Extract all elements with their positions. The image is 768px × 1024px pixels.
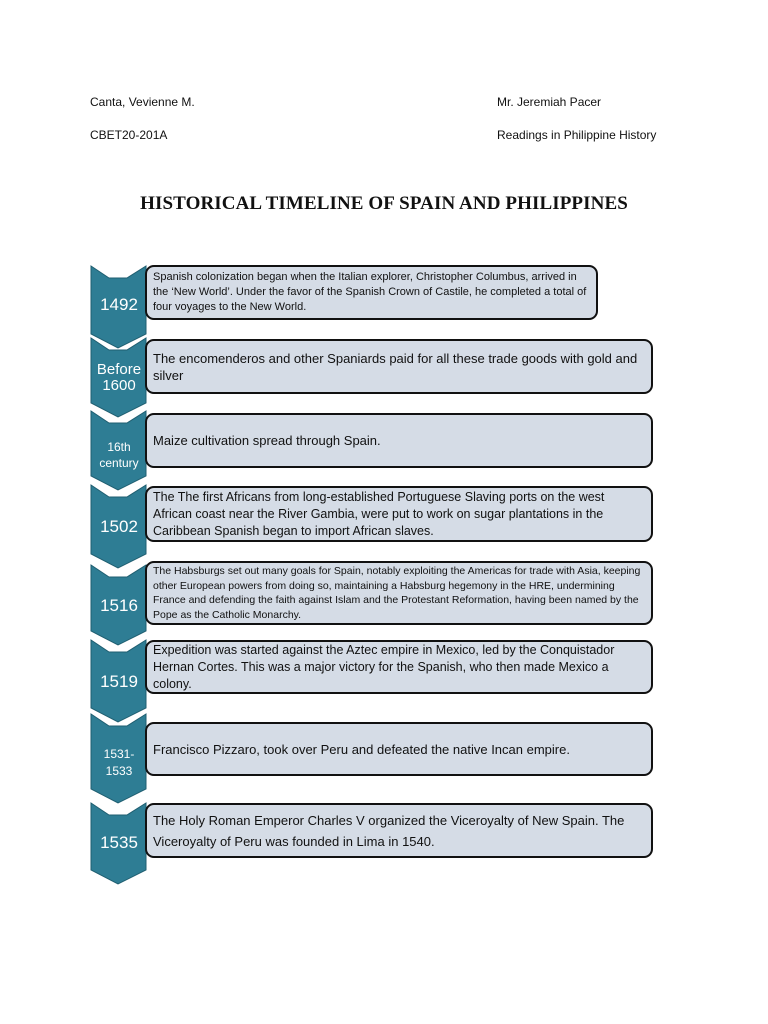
instructor-name: Mr. Jeremiah Pacer [497, 95, 602, 109]
section-code: CBET20-201A [90, 128, 168, 142]
page-title: HISTORICAL TIMELINE OF SPAIN AND PHILIPPINES [140, 193, 628, 214]
timeline-event-text: The The first Africans from long-established Portuguese Slaving ports on the west African coast near the River Gambia, were put to work on sugar plantations in the Caribbean Spanish began to import African slaves. [153, 489, 605, 538]
timeline-event-text: Expedition was started against the Aztec empire in Mexico, led by the Conquistador Hernan Cortes. This was a major victory for the Spanish, who then made Mexico a colony. [153, 642, 615, 691]
course-name: Readings in Philippine History [497, 128, 657, 142]
timeline-event-text: The encomenderos and other Spaniards paid for all these trade goods with gold and silver [153, 350, 638, 383]
timeline-year: 1519 [100, 672, 138, 691]
timeline-event-box [145, 803, 653, 858]
timeline-event-text: Spanish colonization began when the Italian explorer, Christopher Columbus, arrived in the ‘New World’. Under the favor of the Spanish Crown of Castile, he completed a total of four voyages to the New World. [153, 271, 587, 313]
timeline-year: Before 1600 [96, 361, 142, 394]
timeline-event-text: The Habsburgs set out many goals for Spain, notably exploiting the Americas for trade with Asia, keeping other European powers from doing so, maintaining a Habsburg hegemony in the HRE, undermining France and defending the faith against Islam and the Protestant Reformation, having been named by the Pope as the Catholic Monarchy. [153, 565, 641, 621]
timeline-event-text: Francisco Pizzaro, took over Peru and defeated the native Incan empire. [153, 741, 570, 757]
timeline-year: 1516 [100, 596, 138, 615]
timeline-year: 1492 [100, 295, 138, 314]
timeline-event-text: The Holy Roman Emperor Charles V organized the Viceroyalty of New Spain. The Viceroyalty of Peru was founded in Lima in 1540. [153, 813, 625, 849]
timeline-year: 1531-1533 [103, 747, 135, 778]
timeline-year: 1502 [100, 517, 138, 536]
timeline-year: 16th century [99, 440, 139, 470]
student-name: Canta, Vevienne M. [90, 95, 195, 109]
timeline-event-text: Maize cultivation spread through Spain. [153, 433, 381, 448]
timeline-year: 1535 [100, 833, 138, 852]
